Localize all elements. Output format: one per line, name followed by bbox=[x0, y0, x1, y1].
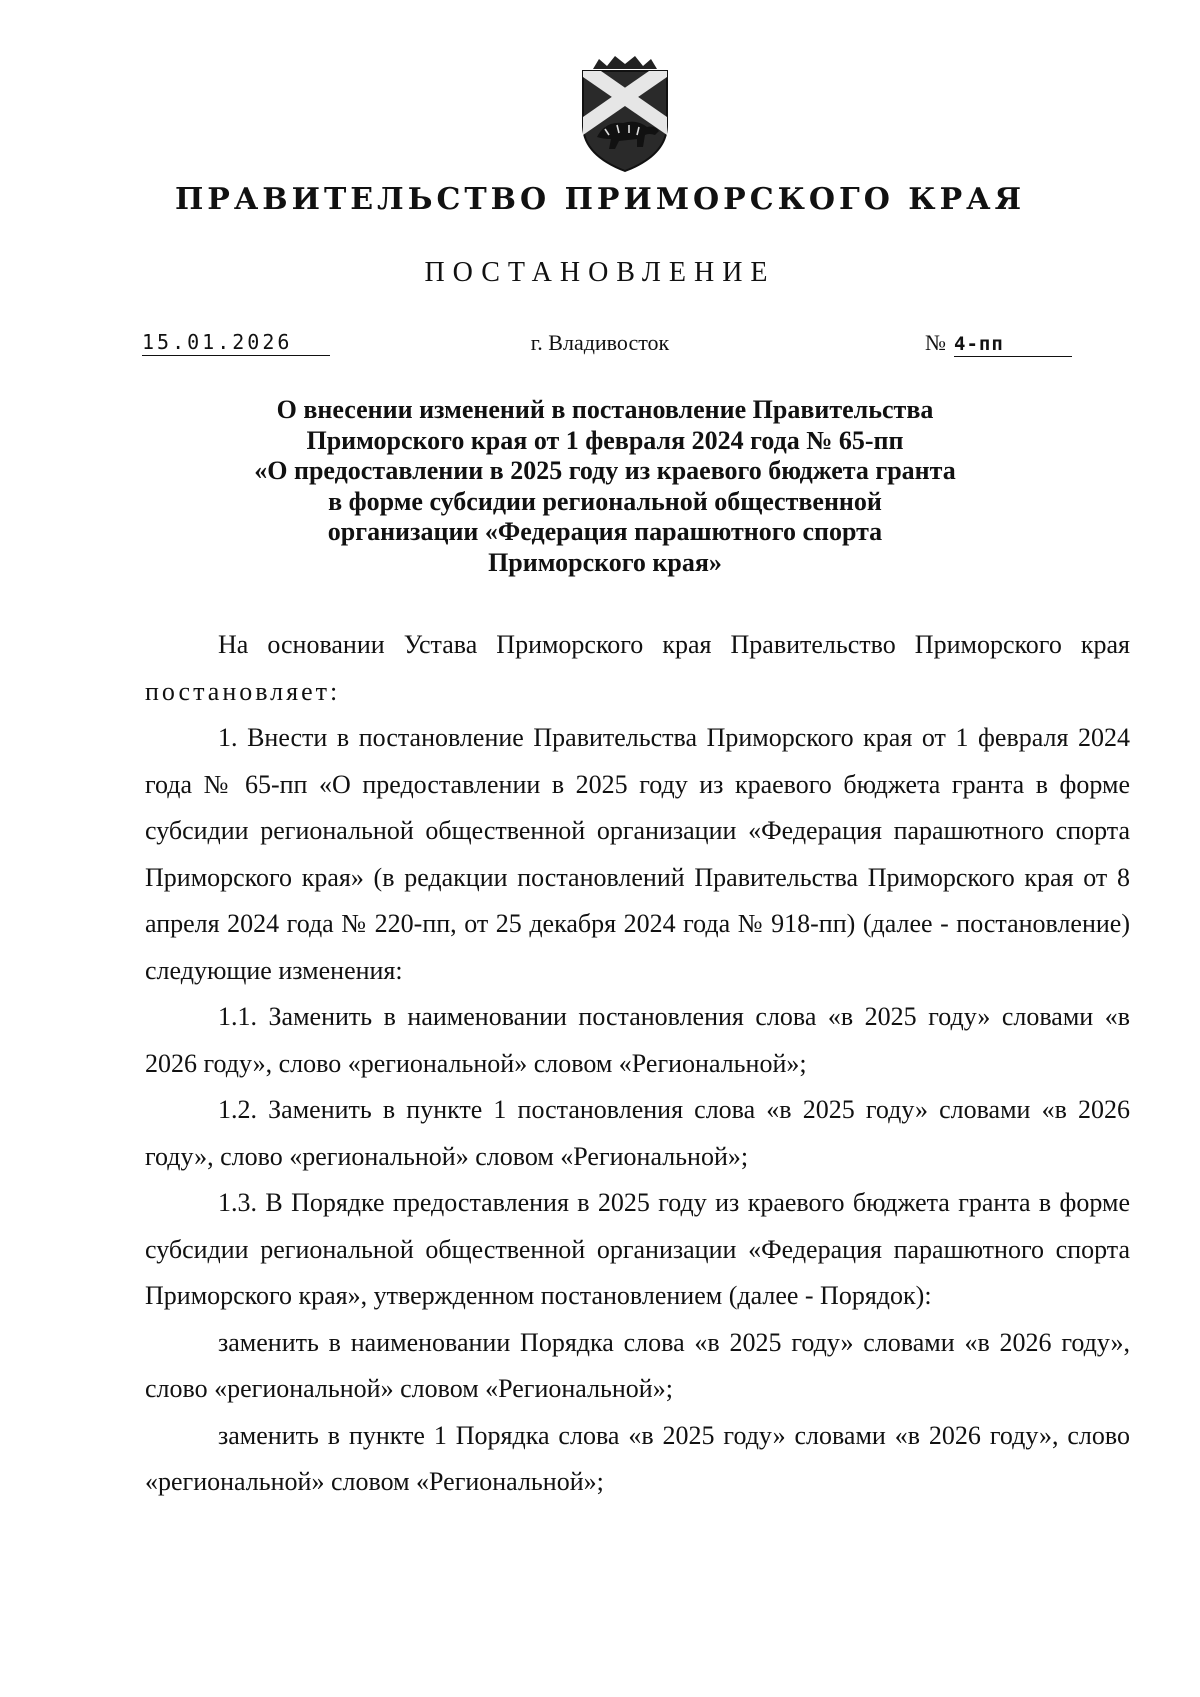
heading-line: Приморского края от 1 февраля 2024 года № 65-пп bbox=[306, 425, 904, 455]
intro-text: На основании Устава Приморского края Правительство Приморского края bbox=[218, 630, 1130, 659]
document-meta bbox=[0, 330, 1200, 370]
coat-of-arms-icon bbox=[575, 55, 675, 175]
document-type: ПОСТАНОВЛЕНИЕ bbox=[424, 257, 776, 288]
government-title: ПРАВИТЕЛЬСТВО ПРИМОРСКОГО КРАЯ bbox=[174, 182, 1026, 217]
number-sign: № bbox=[925, 330, 946, 355]
body-paragraph: 1.3. В Порядке предоставления в 2025 году из краевого бюджета гранта в форме субсидии региональной общественной организации «Федерация парашютного спорта Приморского края», утвержденном постановлением (далее - Порядок): bbox=[145, 1188, 1130, 1310]
body-paragraph: 1.1. Заменить в наименовании постановления слова «в 2025 году» словами «в 2026 году», слово «региональной» словом «Региональной»; bbox=[145, 1002, 1130, 1078]
document-body bbox=[145, 622, 1130, 1506]
heading-line: О внесении изменений в постановление Правительства bbox=[276, 395, 934, 424]
heading-line: в форме субсидии региональной общественной bbox=[328, 486, 882, 516]
number-value: 4-пп bbox=[954, 333, 1072, 357]
intro-decree-word: постановляет: bbox=[145, 676, 341, 706]
document-city: г. Владивосток bbox=[530, 330, 670, 355]
body-paragraph: заменить в пункте 1 Порядка слова «в 2025 году» словами «в 2026 году», слово «региональной» словом «Региональной»; bbox=[145, 1420, 1130, 1496]
body-paragraph: 1. Внести в постановление Правительства Приморского края от 1 февраля 2024 года № 65-пп «О предоставлении в 2025 году из краевого бюджета гранта в форме субсидии региональной общественной организации «Федерация парашютного спорта Приморского края» (в редакции постановлений Правительства Приморского края от 8 апреля 2024 года № 220-пп, от 25 декабря 2024 года № 918-пп) (далее - постановление) следующие изменения: bbox=[145, 723, 1130, 985]
document-heading bbox=[170, 395, 1040, 578]
body-paragraph: заменить в наименовании Порядка слова «в 2025 году» словами «в 2026 году», слово «региональной» словом «Региональной»; bbox=[145, 1327, 1130, 1403]
heading-line: «О предоставлении в 2025 году из краевого бюджета гранта bbox=[254, 456, 956, 485]
document-number bbox=[925, 330, 1072, 357]
document-date: 15.01.2026 bbox=[142, 330, 330, 356]
heading-line: организации «Федерация парашютного спорта bbox=[327, 517, 883, 546]
body-paragraph-intro bbox=[145, 622, 1130, 715]
body-paragraph: 1.2. Заменить в пункте 1 постановления слова «в 2025 году» словами «в 2026 году», слово «региональной» словом «Региональной»; bbox=[145, 1095, 1130, 1171]
heading-line: Приморского края» bbox=[488, 547, 722, 577]
